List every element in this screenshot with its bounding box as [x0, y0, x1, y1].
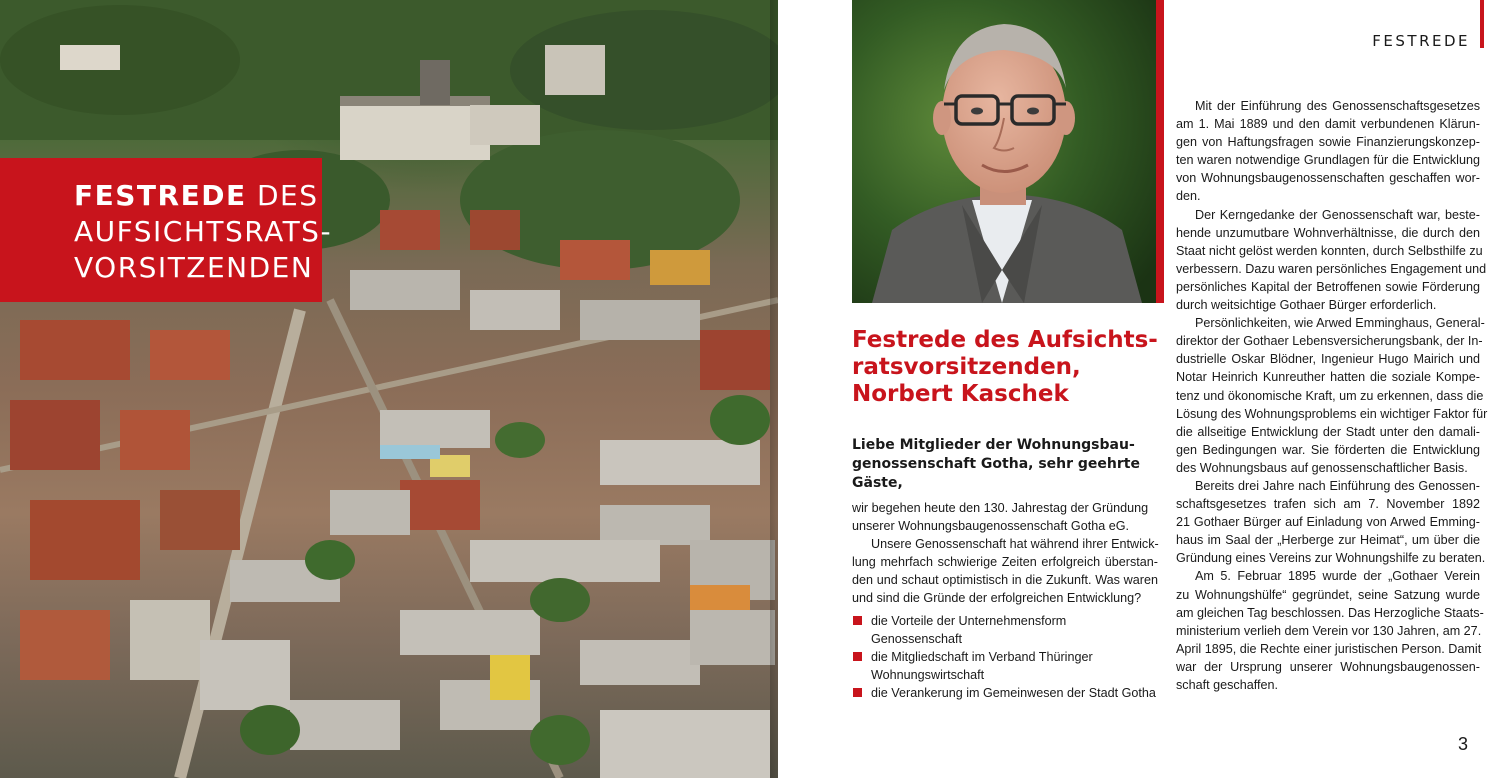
list-item [852, 648, 1158, 684]
salutation [852, 436, 1158, 493]
text-line: Notar Heinrich Kunreuther hatten die soziale Kompe- [1176, 370, 1480, 385]
gutter-shadow [770, 0, 778, 778]
chapter-title-rest: DES [256, 179, 319, 212]
text-line: Am 5. Februar 1895 wurde der „Gothaer Verein [1195, 569, 1480, 584]
portrait-image [852, 0, 1158, 303]
list-item [852, 684, 1158, 702]
text-line: April 1895, die Rechte einer juristischen Person. Damit [1176, 641, 1482, 656]
list-item-text: die Vorteile der Unternehmensform [871, 614, 1067, 628]
page-number: 3 [1457, 734, 1468, 754]
list-item-text: die Verankerung im Gemeinwesen der Stadt Gotha [871, 686, 1156, 700]
text-line: unserer Wohnungsbaugenossenschaft Gotha eG. [852, 519, 1130, 534]
chapter-title-line-3: VORSITZENDEN [74, 251, 314, 284]
bullet-square-icon [853, 616, 862, 625]
text-line: Der Kerngedanke der Genossenschaft war, beste- [1195, 207, 1480, 222]
text-line: und sind die Gründe der erfolgreichen Entwicklung? [852, 591, 1142, 606]
list-item-text: die Mitgliedschaft im Verband Thüringer [871, 650, 1093, 664]
text-line: Lösung des Wohnungsproblems ein wichtiger Faktor für [1176, 406, 1488, 421]
salutation-line: Liebe Mitglieder der Wohnungsbau- [852, 437, 1135, 453]
text-line: war der Ursprung unserer Wohnungsbaugenossen- [1176, 659, 1480, 674]
text-line: Staat nicht gelöst werden konnten, durch Selbsthilfe zu [1176, 243, 1483, 258]
text-line: gen Bedingungen war. Sie förderten die Entwicklung [1176, 442, 1480, 457]
text-line: dustrielle Oskar Blödner, Ingenieur Hugo Mairich und [1176, 352, 1480, 367]
text-line: am 1. Mai 1889 und den damit verbundenen Klärun- [1176, 117, 1480, 132]
section-label: FESTREDE [1372, 32, 1470, 50]
list-item-text: Wohnungswirtschaft [871, 668, 985, 682]
text-line: ten waren notwendige Grundlagen für die Entwicklung [1176, 153, 1480, 168]
text-line: schaft geschaffen. [1176, 678, 1278, 692]
text-line: gen von Haftungsfragen sowie Finanzierungskonzep- [1176, 135, 1480, 150]
bullet-square-icon [853, 688, 862, 697]
text-line: tenz und ökonomische Kraft, um zu erkennen, dass die [1176, 388, 1484, 403]
text-line: Mit der Einführung des Genossenschaftsgesetzes [1195, 99, 1480, 113]
text-line: verbessern. Dazu waren persönliches Engagement und [1176, 261, 1487, 276]
text-line: Gründung eines Vereins zur Wohnungshilfe zu beraten. [1176, 551, 1486, 566]
bullet-square-icon [853, 652, 862, 661]
portrait-accent-bar [1156, 0, 1164, 303]
chapter-title-box [0, 158, 333, 302]
list-item [852, 612, 1158, 648]
text-line: direktor der Gothaer Lebensversicherungsbank, der In- [1176, 334, 1483, 349]
text-line: von Wohnungsbaugenossenschaften geschaffen wor- [1176, 171, 1480, 186]
text-line: schaftsgesetzes trafen sich am 7. November 1892 [1176, 497, 1480, 512]
chapter-title-line-1 [74, 178, 322, 214]
text-line: am gleichen Tag beschlossen. Das Herzogliche Staats- [1176, 605, 1484, 620]
text-line: den. [1176, 189, 1201, 204]
text-line: 21 Gothaer Bürger auf Einladung von Arwed Emming- [1176, 515, 1480, 530]
portrait-photo [852, 0, 1158, 303]
text-line: haus im Saal der „Herberge zur Heimat“, um über die [1176, 533, 1480, 548]
reasons-list [852, 612, 1158, 702]
article-headline [852, 327, 1158, 408]
text-line: lung mehrfach schwierige Zeiten erfolgreich überstan- [852, 555, 1158, 570]
text-line: hende unzumutbare Wohnverhältnisse, die durch den [1176, 225, 1480, 240]
chapter-title-bold: FESTREDE [74, 179, 247, 212]
body-column-left [852, 499, 1158, 608]
salutation-line: genossenschaft Gotha, sehr geehrte [852, 456, 1140, 472]
text-line: des Wohnungsbaus auf genossenschaftlicher Basis. [1176, 460, 1468, 475]
text-line: die allseitige Entwicklung der Stadt unter den damali- [1176, 424, 1480, 439]
text-line: Unsere Genossenschaft hat während ihrer Entwick- [871, 537, 1159, 552]
text-line: Persönlichkeiten, wie Arwed Emminghaus, General- [1195, 316, 1485, 331]
headline-line: Festrede des Aufsichts- [852, 327, 1158, 353]
body-column-right [1176, 97, 1488, 694]
text-line: persönliches Kapital der Betroffenen sowie Förderung [1176, 279, 1480, 294]
salutation-line: Gäste, [852, 475, 903, 491]
list-item-text: Genossenschaft [871, 632, 963, 646]
text-line: ministerium verlieh dem Verein vor 130 Jahren, am 27. [1176, 623, 1482, 638]
chapter-title-line-2: AUFSICHTSRATS- [74, 215, 333, 248]
text-line: Bereits drei Jahre nach Einführung des Genossen- [1195, 478, 1480, 493]
header-accent-bar [1480, 0, 1484, 48]
headline-line: Norbert Kaschek [852, 381, 1069, 407]
text-line: zu Wohnungshülfe“ gegründet, seine Satzung wurde [1176, 587, 1480, 602]
text-line: wir begehen heute den 130. Jahrestag der Gründung [852, 501, 1149, 515]
text-line: den und schaut optimistisch in die Zukunft. Was waren [852, 573, 1158, 588]
headline-line: ratsvorsitzenden, [852, 354, 1081, 380]
text-line: durch weitsichtige Gothaer Bürger erforderlich. [1176, 298, 1437, 313]
